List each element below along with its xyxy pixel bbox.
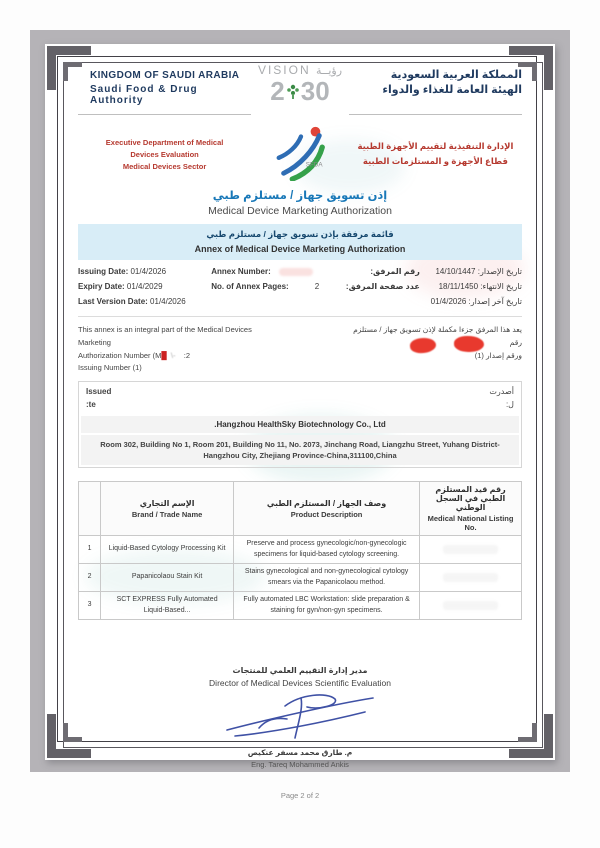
row-description: Preserve and process gynecologic/non-gynecologic specimens for liquid-based cytology screening.	[234, 536, 420, 564]
integral-statement	[78, 316, 522, 375]
authority-title: Saudi Food & Drug Authority	[90, 84, 198, 106]
integral-en-line: Marketing	[78, 337, 111, 347]
manufacturer-address: Room 302, Building No 1, Room 201, Building No 11, No. 2073, Jinchang Road, Liangzhu Street, Yuhang District- Hangzhou City, Zhejiang Province-China,311100,China	[81, 435, 519, 466]
director-role-arabic: مدير إدارة التقييم العلمي للمنتجات	[232, 666, 368, 676]
vision-label: VISION رؤيــة	[257, 63, 343, 77]
row-listing	[420, 564, 522, 592]
director-name-arabic: م. طارق محمد مسفر عنكيص	[247, 748, 353, 758]
authority-title-arabic: الهيئة العامة للغذاء والدواء	[382, 84, 522, 96]
director-role-english: Director of Medical Devices Scientific Evaluation	[209, 678, 391, 689]
vision-arabic: رؤيــة	[315, 65, 343, 77]
annex-fields-arabic	[336, 267, 420, 312]
page-number: Page 2 of 2	[280, 791, 320, 801]
expiry-date-label: Expiry Date:	[78, 282, 125, 291]
issued-to-english: Issued :te	[86, 387, 112, 409]
document-title	[78, 188, 522, 217]
row-description: Fully automated LBC Workstation: slide preparation & staining for gyn/non-gyn specimens.	[234, 592, 420, 620]
table-row	[79, 592, 522, 620]
dates-section	[78, 267, 522, 312]
annex-fields-english	[211, 267, 335, 312]
signature-icon	[215, 690, 385, 742]
signature-block	[78, 666, 522, 769]
issuing-date-value: 01/4/2026	[130, 267, 167, 276]
vision-year: 2 30	[270, 76, 330, 106]
dept-line: Executive Department of Medical	[105, 138, 224, 147]
authority-name-arabic	[349, 64, 522, 106]
sfda-logo	[251, 123, 349, 181]
annex-number-redaction	[279, 268, 313, 276]
table-row	[79, 564, 522, 592]
integral-english	[78, 324, 322, 375]
issuing-date-label: Issuing Date:	[78, 267, 129, 276]
dept-line-arabic: الإدارة التنفيذية لتقييم الأجهزة الطبية	[357, 141, 514, 151]
title-arabic: إذن تسويق جهاز / مستلزم طبي	[212, 190, 388, 202]
header	[78, 64, 522, 106]
expiry-date-value: 01/4/2029	[126, 282, 163, 291]
authorization-number-redaction: █	[161, 350, 167, 360]
annex-pages-label: No. of Annex Pages:	[211, 282, 289, 291]
devices-table-header-row	[79, 482, 522, 536]
palm-emblem-icon	[285, 82, 301, 100]
certificate-content	[78, 64, 522, 800]
last-version-arabic: تاريخ آخر إصدار: 01/4/2026	[430, 297, 522, 306]
dept-line: Devices Evaluation	[130, 150, 199, 159]
annex-banner	[78, 224, 522, 260]
annex-number-label-arabic: رقم المرفق:	[370, 267, 420, 276]
devices-table	[78, 481, 522, 620]
row-brand: Papanicolaou Stain Kit	[101, 564, 234, 592]
row-brand: Liquid-Based Cytology Processing Kit	[101, 536, 234, 564]
row-listing	[420, 592, 522, 620]
dates-arabic	[420, 267, 522, 312]
kingdom-title: KINGDOM OF SAUDI ARABIA	[90, 70, 240, 81]
integral-en-line: Authorization Number (M█ \- :2	[78, 350, 191, 360]
issuing-date-arabic: تاريخ الإصدار: 14/10/1447	[435, 267, 522, 276]
listing-redaction	[443, 601, 499, 610]
integral-ar-line: ورقم إصدار (1)	[474, 350, 522, 360]
sfda-text: SFDA	[305, 161, 323, 169]
row-brand: SCT EXPRESS Fully Automated Liquid-Based...	[101, 592, 234, 620]
dates-english	[78, 267, 211, 312]
table-row	[79, 536, 522, 564]
issued-to-header	[81, 384, 519, 414]
authority-name-english	[78, 64, 251, 106]
integral-ar-line: رقم	[509, 337, 522, 347]
certificate-page	[45, 44, 555, 801]
header-brand: الإسم التجاري Brand / Trade Name	[101, 482, 234, 536]
header-number	[79, 482, 101, 536]
row-number: 2	[79, 564, 101, 592]
dept-line: Medical Devices Sector	[122, 162, 207, 171]
last-version-value: 01/4/2026	[150, 297, 186, 306]
last-version-label: Last Version Date:	[78, 297, 148, 306]
row-number: 1	[79, 536, 101, 564]
integral-ar-line: يعد هذا المرفق جزءا مكملة لإذن تسويق جهاز / مستلزم	[353, 325, 522, 334]
vision-2030-logo	[251, 64, 349, 106]
title-english: Medical Device Marketing Authorization	[208, 205, 392, 217]
expiry-date-arabic: تاريخ الانتهاء: 18/11/1450	[438, 282, 522, 291]
authorization-number-redaction-arabic	[454, 336, 484, 352]
row-description: Stains gynecological and non-gynecological cytology smears via the Papanicolaou method.	[234, 564, 420, 592]
director-name-english: Eng. Tareq Mohammed Ankis	[251, 760, 349, 770]
row-listing	[420, 536, 522, 564]
annex-banner-arabic: قائمة مرفقة بإذن تسويق جهاز / مستلزم طبي	[206, 229, 394, 239]
header-dividers	[78, 114, 522, 115]
header-listing: رقم قيد المستلزم الطبي في السجل الوطني Medical National Listing No.	[420, 482, 522, 536]
annex-pages-label-arabic: عدد صفحة المرفق:	[345, 282, 420, 291]
annex-number-label: Annex Number:	[211, 267, 271, 276]
annex-banner-english: Annex of Medical Device Marketing Authorization	[194, 244, 406, 254]
row-number: 3	[79, 592, 101, 620]
listing-redaction	[443, 573, 499, 582]
kingdom-title-arabic: المملكة العربية السعودية	[390, 69, 522, 81]
issued-to-box	[78, 381, 522, 468]
header-description: وصف الجهاز / المستلزم الطبي Product Description	[234, 482, 420, 536]
integral-en-line: Issuing Number (1)	[78, 363, 142, 373]
integral-arabic	[322, 324, 522, 375]
listing-redaction	[443, 545, 499, 554]
manufacturer-name: .Hangzhou HealthSky Biotechnology Co., Ltd	[81, 416, 519, 433]
department-header	[78, 123, 522, 181]
department-arabic	[349, 123, 522, 181]
annex-pages-value: 2	[314, 282, 320, 291]
department-english	[78, 123, 251, 181]
integral-en-line: This annex is an integral part of the Medical Devices	[78, 325, 252, 334]
dept-line-arabic: قطاع الأجهزة و المستلزمات الطبية	[362, 156, 508, 167]
issued-to-arabic: أصدرت ل:	[489, 387, 514, 409]
sfda-logo-icon	[271, 123, 329, 181]
